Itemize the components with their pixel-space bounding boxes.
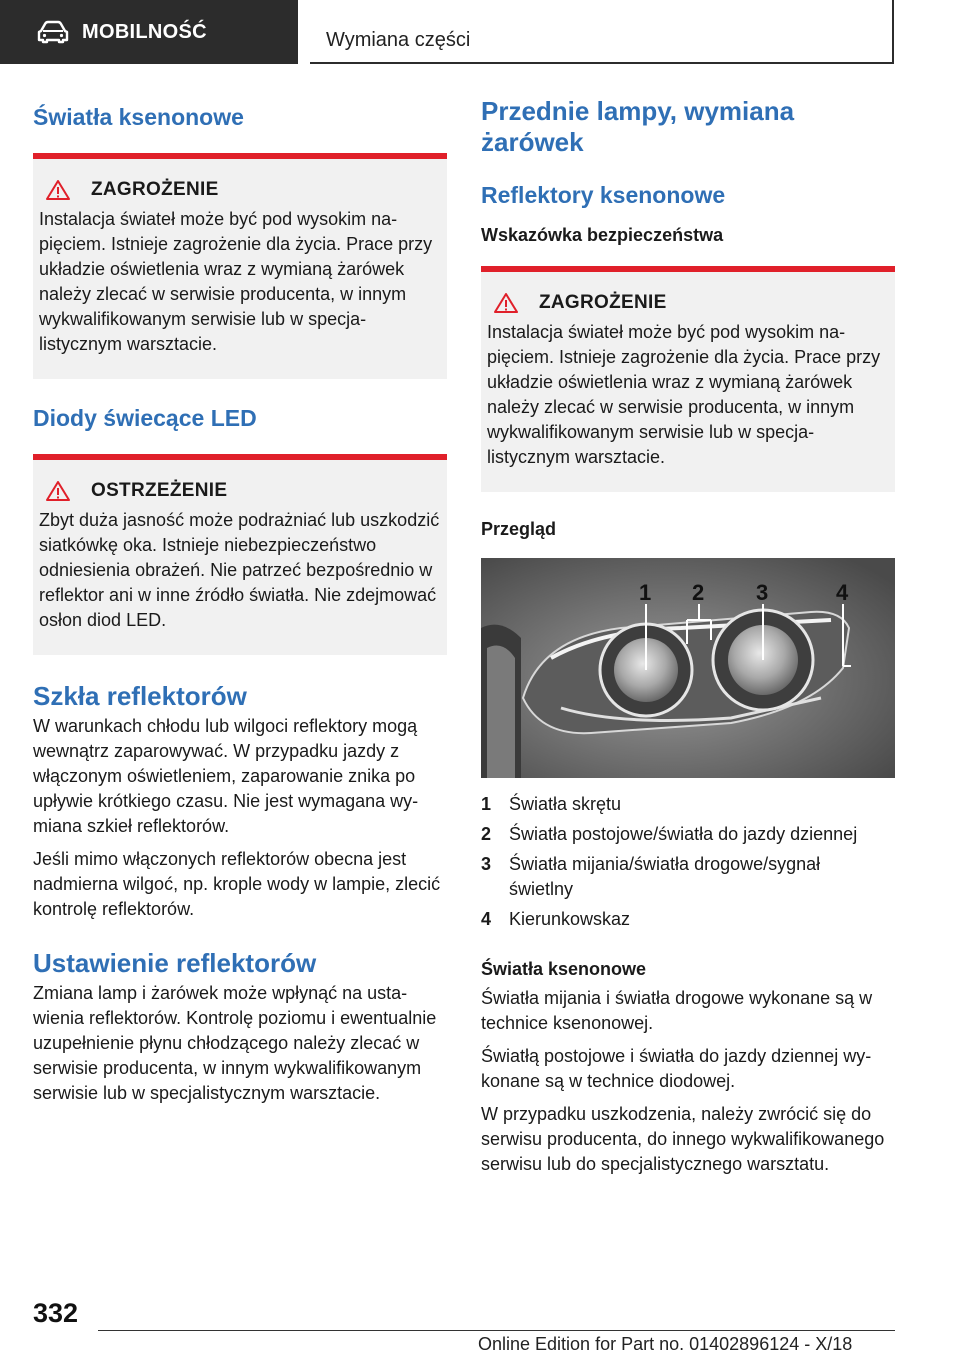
- warning-text: Zbyt duża jasność może podrażniać lub uszkodzić siatkówkę oka. Istnieje niebezpieczeństwo odniesienia obrażeń. Nie patrzeć bezpośrednio w reflektor ani w inne źródło światła. Nie zdejmować osłon diod LED.: [39, 510, 440, 630]
- legend-number: 1: [481, 794, 492, 814]
- chapter-header: [310, 0, 894, 64]
- legend-item: [481, 792, 895, 817]
- legend-number: 4: [481, 909, 492, 929]
- glass-paragraph-2: Jeśli mimo włączonych reflektorów obecna jest nadmierna wilgoć, np. krople wody w lampie, zlecić kontrolę reflektorów.: [33, 849, 441, 919]
- safety-heading: Wskazówka bezpieczeństwa: [481, 225, 724, 245]
- page-number: 332: [33, 1298, 79, 1328]
- adjust-paragraph: Zmiana lamp i żarówek może wpłynąć na ustawienia reflektorów. Kontrolę poziomu i ewentualnie uzupełnienie płynu chłodzącego należy zlecać w serwisie producenta, w innym wykwalifikowanym serwisie lub w specjalistycznym warsztacie.: [33, 983, 437, 1103]
- xenon-heading: Światła ksenonowe: [33, 104, 244, 130]
- left-column: [33, 96, 447, 1106]
- edition-text: Online Edition for Part no. 01402896124 - X/18: [478, 1334, 853, 1354]
- warning-title: OSTRZEŻENIE: [91, 480, 228, 501]
- xenon2-paragraph-1: Światła mijania i światła drogowe wykonane są w technice ksenonowej.: [481, 988, 873, 1033]
- chapter-title: Wymiana części: [326, 29, 471, 51]
- danger-box-2: [481, 266, 895, 492]
- danger-box: [33, 153, 447, 379]
- sub-heading: Reflektory ksenonowe: [481, 182, 726, 208]
- image-label-3: 3: [756, 580, 769, 605]
- xenon2-paragraph-3: W przypadku uszkodzenia, należy zwrócić się do serwisu producenta, do innego wykwalifikowanego serwisu lub do specjalistycznego warsztatu.: [481, 1104, 885, 1174]
- danger-text: Instalacja świateł może być pod wysokim napięciem. Istnieje zagrożenie dla życia. Prace przy układzie oświetlenia wraz z wymianą żarówek należy zlecać w serwisie producenta, w innym wykwalifikowanym serwisie lub w specjalistycznym warsztacie.: [39, 209, 433, 354]
- legend-item: [481, 822, 895, 847]
- glass-heading: Szkła reflektorów: [33, 681, 247, 711]
- warning-triangle-icon: [45, 480, 71, 502]
- image-label-1: 1: [639, 580, 652, 605]
- warning-triangle-icon: [493, 292, 519, 314]
- glass-paragraph-1: W warunkach chłodu lub wilgoci reflektory mogą wewnątrz zaparowywać. W przypadku jazdy z włączonym oświetleniem, zaparowanie znika po upływie krótkiego czasu. Nie jest wymagana wymiana szkieł reflektorów.: [33, 716, 419, 836]
- section-tab: [0, 0, 298, 64]
- xenon2-heading: Światła ksenonowe: [481, 959, 647, 979]
- danger-title: ZAGROŻENIE: [91, 179, 219, 200]
- legend-item: [481, 907, 895, 932]
- warning-triangle-icon: [45, 179, 71, 201]
- legend-item: [481, 852, 895, 902]
- legend-number: 3: [481, 854, 492, 874]
- led-heading: Diody świecące LED: [33, 405, 257, 431]
- xenon2-paragraph-2: Światłą postojowe i światła do jazdy dziennej wykonane są w technice diodowej.: [481, 1046, 872, 1091]
- adjust-heading: Ustawienie reflektorów: [33, 948, 317, 978]
- legend-list: [481, 792, 895, 932]
- danger-text-2: Instalacja świateł może być pod wysokim napięciem. Istnieje zagrożenie dla życia. Prace przy układzie oświetlenia wraz z wymianą żarówek należy zlecać w serwisie producenta, w innym wykwalifikowanym serwisie lub w specjalistycznym warsztacie.: [487, 322, 881, 467]
- danger-title-2: ZAGROŻENIE: [539, 292, 667, 313]
- overview-heading: Przegląd: [481, 519, 557, 539]
- footer-divider: [98, 1330, 895, 1331]
- image-label-2: 2: [692, 580, 705, 605]
- legend-text: Światła mijania/światła drogowe/sygnał świetlny: [509, 854, 821, 899]
- warning-box: [33, 454, 447, 655]
- headlight-image: [481, 558, 895, 778]
- legend-number: 2: [481, 824, 492, 844]
- section-label: MOBILNOŚĆ: [82, 20, 207, 43]
- headlight-illustration: [481, 558, 895, 778]
- right-column: [481, 96, 895, 1177]
- legend-text: Światła skrętu: [509, 794, 622, 814]
- legend-text: Światła postojowe/światła do jazdy dziennej: [509, 824, 858, 844]
- image-label-4: 4: [836, 580, 849, 605]
- main-heading: Przednie lampy, wymiana żarówek: [481, 96, 795, 157]
- car-icon: [36, 20, 70, 44]
- legend-text: Kierunkowskaz: [509, 909, 631, 929]
